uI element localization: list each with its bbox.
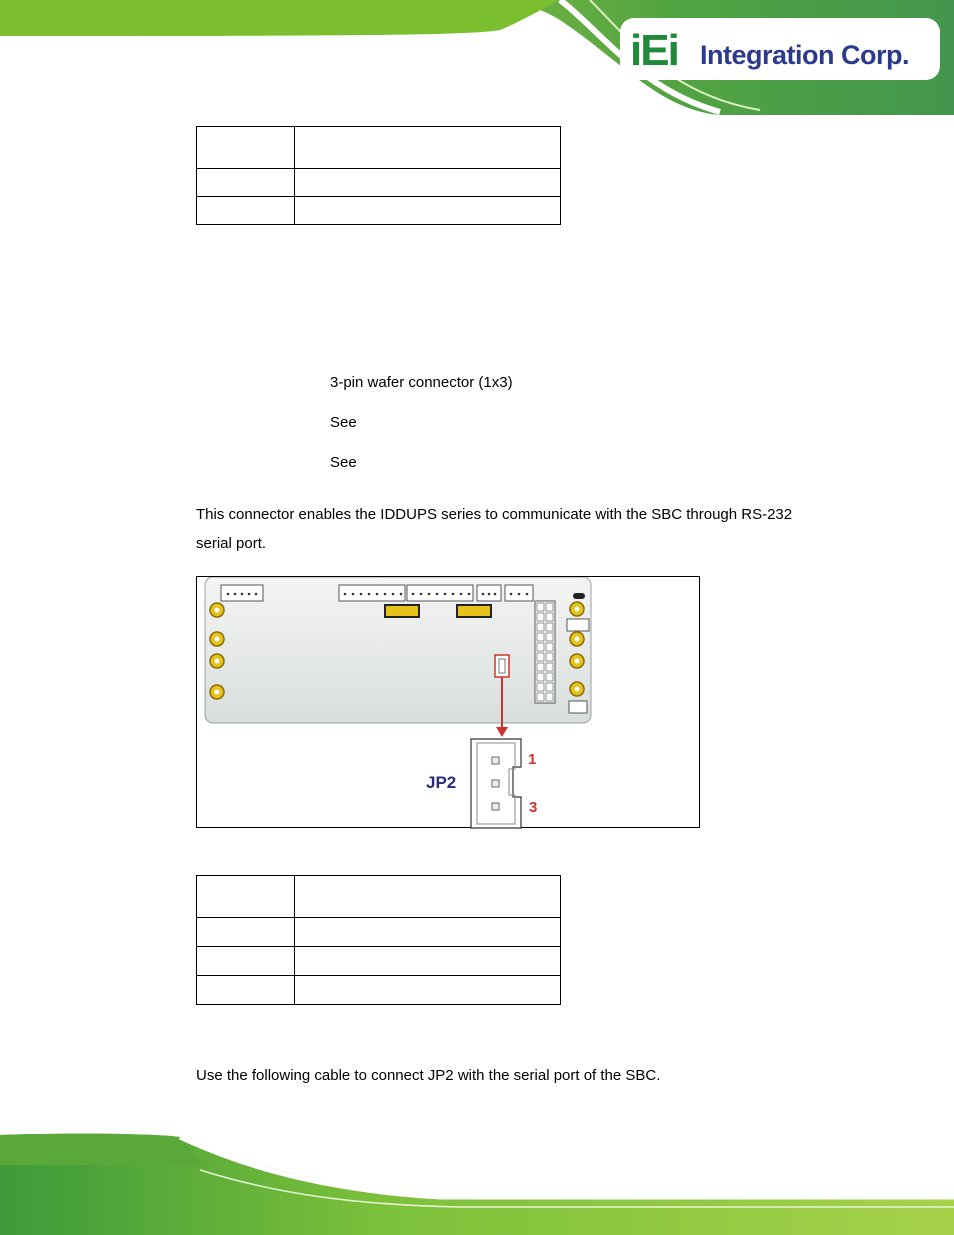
table-cell [197,976,295,1005]
connector-location-value: See [330,414,357,431]
jumper [573,593,585,599]
table-cell [197,169,295,197]
footer-banner [0,1125,954,1235]
jp2-board-location [495,655,509,677]
table-cell [295,876,561,918]
fuse [385,605,419,617]
wafer-connector [567,619,589,631]
wafer-connector [339,585,405,601]
pin-label-first: 1 [528,751,537,768]
pinout-table-bottom [196,875,561,1005]
logo-mark: iEi [630,26,678,75]
table-cell [295,127,561,169]
table-cell [197,876,295,918]
power-connector [535,601,555,703]
description-line: serial port. [196,535,267,552]
pin-label-last: 3 [529,799,538,816]
connector-label: JP2 [426,773,457,792]
table-cell [197,197,295,225]
connector-pinouts-value: See [330,454,357,471]
pin-1 [492,757,499,764]
pin-3 [492,803,499,810]
company-logo [630,26,930,76]
table-cell [295,976,561,1005]
logo-text: Integration Corp. [700,40,909,70]
table-cell [197,947,295,976]
table-cell [295,169,561,197]
wafer-connector [569,701,587,713]
connector-type-value: 3-pin wafer connector (1x3) [330,374,513,391]
connector-location-figure [196,576,700,828]
pin-2 [492,780,499,787]
table-cell [197,918,295,947]
table-cell [197,127,295,169]
fuse [457,605,491,617]
table-cell [295,918,561,947]
wafer-connector [407,585,473,601]
closing-paragraph: Use the following cable to connect JP2 with the serial port of the SBC. [196,1067,661,1084]
table-cell [295,197,561,225]
table-cell [295,947,561,976]
description-line: This connector enables the IDDUPS series to communicate with the SBC through RS-232 [196,506,793,523]
description-paragraph [196,500,836,558]
pinout-table-top [196,126,561,225]
